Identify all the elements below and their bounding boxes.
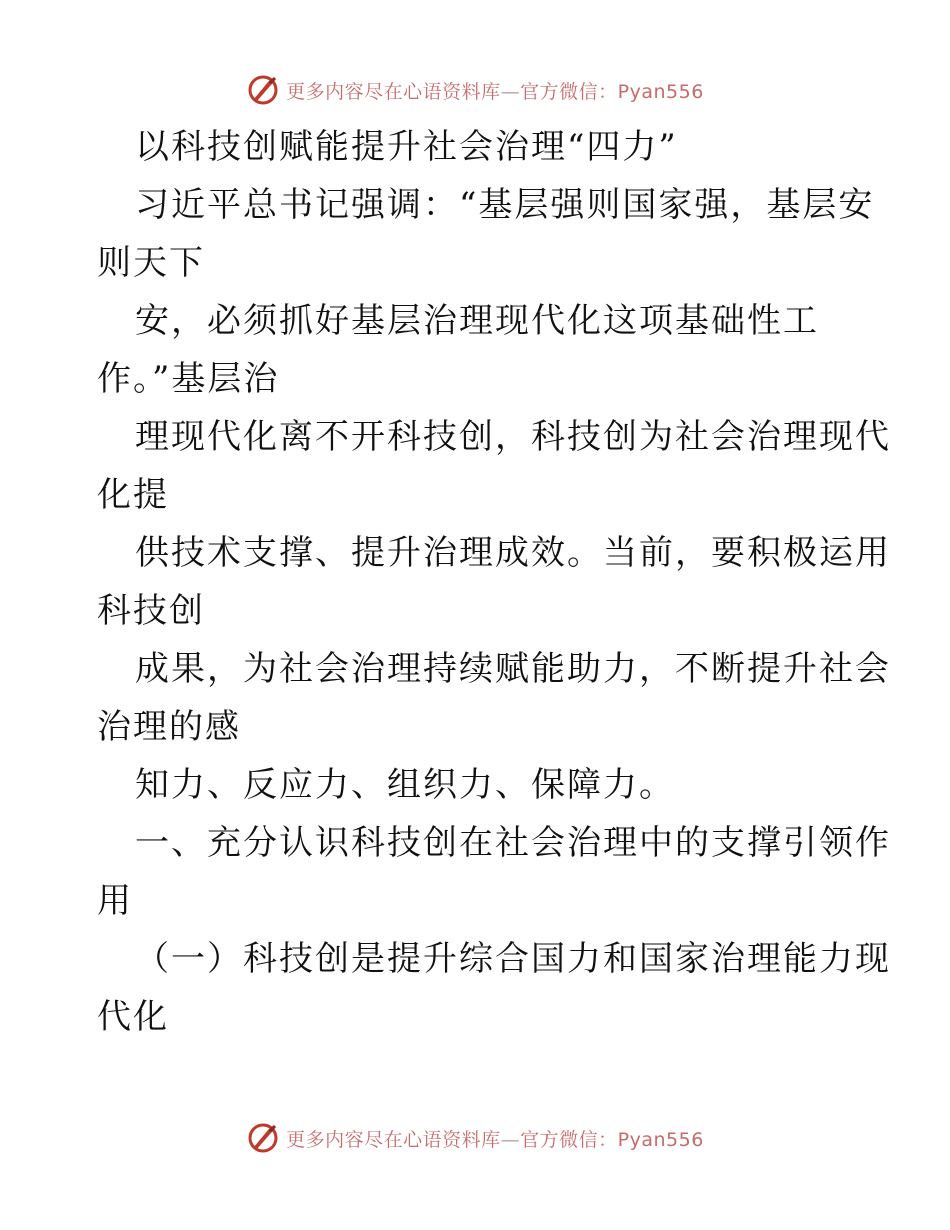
- watermark-text: [286, 1125, 704, 1152]
- paragraph-line: 习近平总书记强调：“基层强则国家强，基层安: [135, 185, 875, 225]
- header-watermark-banner: [0, 70, 950, 110]
- document-body: [97, 118, 891, 1046]
- section-heading: 一、充分认识科技创在社会治理中的支撑引领作: [135, 823, 891, 863]
- paragraph-line: 理现代化离不开科技创，科技创为社会治理现代: [135, 417, 891, 457]
- watermark-wechat-text: 官方微信：Pyan556: [520, 80, 704, 103]
- watermark-text: [286, 77, 704, 104]
- section-heading-continuation: 用: [97, 881, 133, 921]
- subsection-heading: （一）科技创是提升综合国力和国家治理能力现: [135, 939, 891, 979]
- paragraph-line: 作。”基层治: [97, 359, 280, 399]
- paragraph-line: 治理的感: [97, 707, 241, 747]
- watermark-separator: —: [500, 80, 521, 103]
- watermark-separator: —: [500, 1128, 521, 1151]
- paragraph-line: 化提: [97, 475, 169, 515]
- subsection-heading-continuation: 代化: [97, 997, 169, 1037]
- paragraph-line: 知力、反应力、组织力、保障力。: [135, 765, 675, 805]
- quill-pen-logo-icon: [246, 73, 280, 107]
- paragraph-line: 则天下: [97, 243, 205, 283]
- watermark-main-text: 更多内容尽在心语资料库: [286, 1128, 501, 1151]
- watermark-wechat-text: 官方微信：Pyan556: [520, 1128, 704, 1151]
- paragraph-line: 成果，为社会治理持续赋能助力，不断提升社会: [135, 649, 891, 689]
- footer-watermark-banner: [0, 1118, 950, 1158]
- document-title: 以科技创赋能提升社会治理“四力”: [135, 127, 678, 167]
- watermark-main-text: 更多内容尽在心语资料库: [286, 80, 501, 103]
- paragraph-line: 科技创: [97, 591, 205, 631]
- paragraph-line: 供技术支撑、提升治理成效。当前，要积极运用: [135, 533, 891, 573]
- quill-pen-logo-icon: [246, 1121, 280, 1155]
- paragraph-line: 安，必须抓好基层治理现代化这项基础性工: [135, 301, 819, 341]
